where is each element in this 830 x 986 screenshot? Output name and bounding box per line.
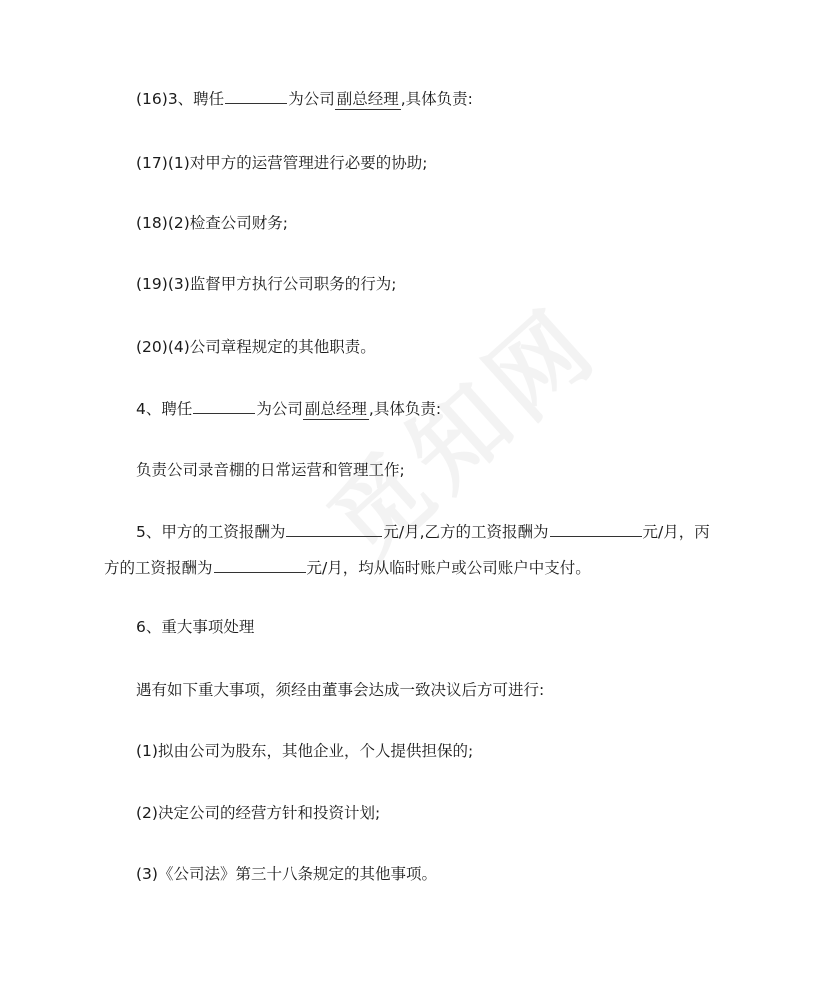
clause-5-line2: [104, 550, 730, 586]
clause-6-heading: 6、重大事项处理: [136, 618, 255, 636]
clause-4-prefix: 4、聘任: [136, 400, 193, 418]
clause-19: (19)(3)监督甲方执行公司职务的行为;: [136, 275, 397, 293]
clause-16-mid: 为公司: [288, 90, 335, 108]
clause-5-b: 元/月,乙方的工资报酬为: [383, 523, 549, 541]
clause-5-d: 方的工资报酬为: [104, 559, 213, 577]
clause-5-c: 元/月，丙: [642, 523, 710, 541]
clause-6-item-1: (1)拟由公司为股东，其他企业，个人提供担保的;: [136, 742, 474, 760]
clause-17: (17)(1)对甲方的运营管理进行必要的协助;: [136, 154, 428, 172]
blank-field: [286, 518, 382, 537]
clause-4-suffix: ,具体负责:: [368, 400, 442, 418]
clause-16-suffix: ,具体负责:: [400, 90, 473, 108]
clause-4-detail: 负责公司录音棚的日常运营和管理工作;: [136, 461, 405, 479]
clause-6-item-2: (2)决定公司的经营方针和投资计划;: [136, 804, 381, 822]
clause-6-intro: 遇有如下重大事项，须经由董事会达成一致决议后方可进行:: [136, 681, 545, 699]
blank-field: [214, 554, 306, 573]
blank-field: [193, 395, 255, 414]
clause-5-a: 5、甲方的工资报酬为: [136, 523, 286, 541]
clause-18: (18)(2)检查公司财务;: [136, 214, 288, 232]
clause-16-prefix: (16)3、聘任: [136, 90, 225, 108]
clause-4: [136, 391, 730, 427]
clause-5-e: 元/月，均从临时账户或公司账户中支付。: [306, 559, 591, 577]
clause-16: [136, 81, 730, 117]
clause-4-mid: 为公司: [256, 400, 303, 418]
clause-6-item-3: (3)《公司法》第三十八条规定的其他事项。: [136, 865, 437, 883]
clause-20: (20)(4)公司章程规定的其他职责。: [136, 338, 376, 356]
blank-field: [550, 518, 642, 537]
blank-field: [225, 85, 287, 104]
clause-4-role: 副总经理: [304, 400, 367, 418]
clause-5-line1: [136, 514, 730, 550]
clause-16-role: 副总经理: [336, 90, 399, 108]
